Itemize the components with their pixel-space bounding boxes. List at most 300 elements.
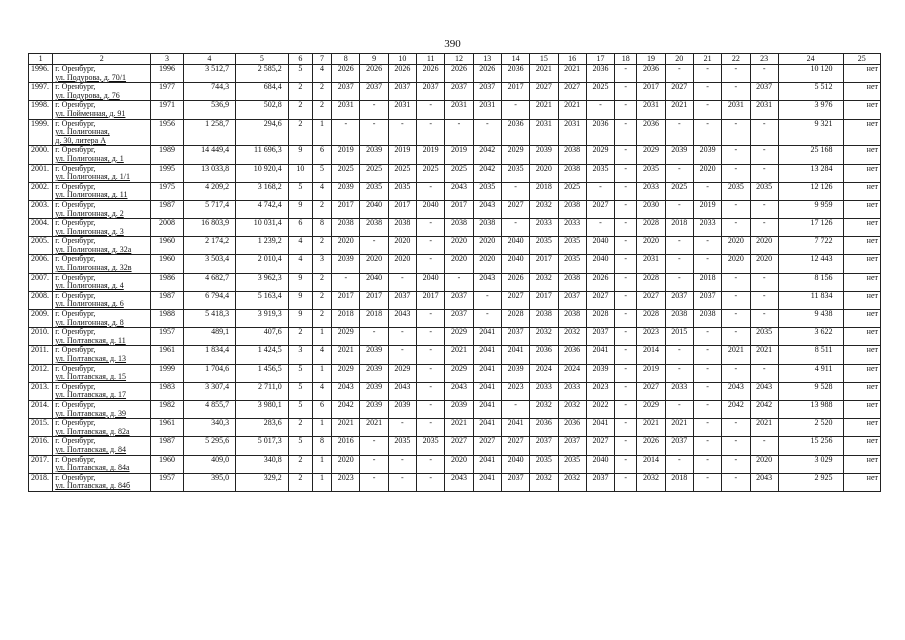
cell-col-20: - [665, 273, 693, 291]
address-line: г. Оренбург, [55, 164, 96, 173]
cell-col-10: 2037 [388, 291, 416, 309]
cell-col-17: 2041 [586, 419, 614, 437]
cell-col-10: - [388, 419, 416, 437]
row-number: 2017. [29, 455, 53, 473]
cell-col-20: - [665, 65, 693, 83]
cell-col-16: 2033 [558, 382, 586, 400]
table-row [29, 473, 881, 491]
cell-col-4: 3 512,7 [183, 65, 236, 83]
cell-col-13: 2041 [473, 346, 501, 364]
cell-col-23: - [750, 164, 778, 182]
cell-col-12: 2019 [445, 146, 473, 164]
cell-col-22: 2021 [722, 346, 750, 364]
cell-col-15: 2033 [530, 382, 558, 400]
cell-col-11: - [417, 364, 445, 382]
cell-col-4: 3 307,4 [183, 382, 236, 400]
cell-col-25: нет [843, 255, 881, 273]
cell-col-23: 2020 [750, 237, 778, 255]
cell-col-24: 2 520 [778, 419, 843, 437]
cell-col-15: 2032 [530, 273, 558, 291]
cell-col-9: 2039 [360, 400, 388, 418]
address-cell [53, 273, 151, 291]
cell-col-11: - [417, 101, 445, 119]
column-number-row [29, 54, 881, 65]
address-cell [53, 328, 151, 346]
cell-col-18: - [615, 219, 637, 237]
cell-col-12: 2020 [445, 455, 473, 473]
cell-col-19: 2020 [637, 237, 665, 255]
address-line: г. Оренбург, [55, 119, 96, 128]
cell-col-13: 2041 [473, 400, 501, 418]
cell-col-23: 2037 [750, 83, 778, 101]
cell-col-4: 395,0 [183, 473, 236, 491]
cell-col-3: 1987 [151, 291, 183, 309]
cell-col-9: 2020 [360, 255, 388, 273]
cell-col-7: 1 [312, 455, 331, 473]
cell-col-3: 1971 [151, 101, 183, 119]
table-row [29, 146, 881, 164]
cell-col-7: 1 [312, 119, 331, 146]
address-line: ул. Полигонная, д. 6 [55, 299, 124, 309]
cell-col-15: 2036 [530, 346, 558, 364]
cell-col-6: 2 [288, 419, 312, 437]
row-number: 2018. [29, 473, 53, 491]
table-row [29, 164, 881, 182]
cell-col-4: 4 682,7 [183, 273, 236, 291]
cell-col-8: 2029 [332, 328, 360, 346]
column-number: 18 [615, 54, 637, 65]
cell-col-10: 2035 [388, 437, 416, 455]
cell-col-7: 8 [312, 219, 331, 237]
cell-col-9: 2025 [360, 164, 388, 182]
cell-col-19: 2031 [637, 101, 665, 119]
cell-col-16: 2032 [558, 400, 586, 418]
cell-col-5: 340,8 [236, 455, 289, 473]
cell-col-24: 9 321 [778, 119, 843, 146]
cell-col-17: 2027 [586, 291, 614, 309]
cell-col-14: 2041 [501, 346, 529, 364]
cell-col-18: - [615, 237, 637, 255]
cell-col-5: 329,2 [236, 473, 289, 491]
cell-col-16: 2027 [558, 83, 586, 101]
address-line: ул. Полигонная, д. 32в [55, 263, 132, 273]
address-cell [53, 437, 151, 455]
cell-col-22: 2043 [722, 382, 750, 400]
cell-col-3: 1987 [151, 200, 183, 218]
cell-col-24: 10 120 [778, 65, 843, 83]
cell-col-3: 1960 [151, 237, 183, 255]
cell-col-21: 2033 [693, 219, 721, 237]
cell-col-5: 1 456,5 [236, 364, 289, 382]
cell-col-7: 2 [312, 200, 331, 218]
cell-col-10: - [388, 473, 416, 491]
column-number: 16 [558, 54, 586, 65]
cell-col-6: 5 [288, 437, 312, 455]
cell-col-15: 2017 [530, 255, 558, 273]
table-row [29, 291, 881, 309]
address-cell [53, 382, 151, 400]
cell-col-23: 2035 [750, 328, 778, 346]
column-number: 12 [445, 54, 473, 65]
address-line: г. Оренбург, [55, 418, 96, 428]
cell-col-9: 2039 [360, 146, 388, 164]
cell-col-16: 2038 [558, 200, 586, 218]
cell-col-6: 9 [288, 146, 312, 164]
cell-col-5: 4 742,4 [236, 200, 289, 218]
cell-col-8: - [332, 273, 360, 291]
cell-col-23: - [750, 146, 778, 164]
cell-col-22: - [722, 219, 750, 237]
cell-col-12: 2020 [445, 237, 473, 255]
cell-col-12: 2020 [445, 255, 473, 273]
cell-col-25: нет [843, 237, 881, 255]
cell-col-4: 536,9 [183, 101, 236, 119]
cell-col-11: - [417, 473, 445, 491]
table-row [29, 346, 881, 364]
cell-col-6: 3 [288, 346, 312, 364]
cell-col-14: 2027 [501, 291, 529, 309]
cell-col-4: 5 418,3 [183, 310, 236, 328]
table-row [29, 182, 881, 200]
cell-col-16: 2031 [558, 119, 586, 146]
cell-col-7: 3 [312, 255, 331, 273]
cell-col-5: 2 585,2 [236, 65, 289, 83]
table-row [29, 255, 881, 273]
address-line: ул. Полигонная, д. 11 [55, 190, 128, 200]
cell-col-4: 1 258,7 [183, 119, 236, 146]
address-cell [53, 101, 151, 119]
cell-col-14: 2040 [501, 455, 529, 473]
column-number: 24 [778, 54, 843, 65]
cell-col-20: 2021 [665, 419, 693, 437]
cell-col-4: 4 209,2 [183, 182, 236, 200]
table-row [29, 364, 881, 382]
column-number: 23 [750, 54, 778, 65]
cell-col-17: 2036 [586, 65, 614, 83]
cell-col-6: 2 [288, 473, 312, 491]
cell-col-25: нет [843, 346, 881, 364]
cell-col-24: 9 528 [778, 382, 843, 400]
cell-col-24: 25 168 [778, 146, 843, 164]
cell-col-9: - [360, 328, 388, 346]
address-line: ул. Полигонная, д. 3 [55, 226, 124, 236]
cell-col-22: - [722, 146, 750, 164]
cell-col-24: 13 988 [778, 400, 843, 418]
row-number: 2001. [29, 164, 53, 182]
cell-col-23: - [750, 364, 778, 382]
address-line: г. Оренбург, [55, 291, 96, 300]
cell-col-19: 2029 [637, 400, 665, 418]
cell-col-19: 2027 [637, 291, 665, 309]
table-row [29, 237, 881, 255]
cell-col-17: - [586, 182, 614, 200]
column-number: 7 [312, 54, 331, 65]
cell-col-11: - [417, 346, 445, 364]
register-table [28, 53, 881, 492]
cell-col-25: нет [843, 328, 881, 346]
cell-col-20: 2018 [665, 473, 693, 491]
cell-col-6: 10 [288, 164, 312, 182]
cell-col-13: 2031 [473, 101, 501, 119]
cell-col-12: 2029 [445, 364, 473, 382]
cell-col-13: 2043 [473, 200, 501, 218]
cell-col-17: 2041 [586, 346, 614, 364]
cell-col-6: 6 [288, 219, 312, 237]
column-number: 1 [29, 54, 53, 65]
cell-col-22: - [722, 473, 750, 491]
column-number: 13 [473, 54, 501, 65]
table-row [29, 273, 881, 291]
row-number: 2011. [29, 346, 53, 364]
cell-col-9: 2026 [360, 65, 388, 83]
cell-col-16: 2024 [558, 364, 586, 382]
cell-col-9: - [360, 473, 388, 491]
cell-col-18: - [615, 473, 637, 491]
cell-col-8: 2038 [332, 219, 360, 237]
cell-col-12: 2038 [445, 219, 473, 237]
cell-col-6: 9 [288, 200, 312, 218]
cell-col-11: 2037 [417, 83, 445, 101]
address-line: ул. Полигонная, д. 8 [55, 317, 124, 327]
cell-col-6: 5 [288, 65, 312, 83]
cell-col-12: 2029 [445, 328, 473, 346]
cell-col-18: - [615, 328, 637, 346]
column-number: 20 [665, 54, 693, 65]
column-number: 9 [360, 54, 388, 65]
cell-col-18: - [615, 346, 637, 364]
cell-col-9: 2021 [360, 419, 388, 437]
cell-col-4: 13 033,8 [183, 164, 236, 182]
cell-col-6: 2 [288, 119, 312, 146]
column-number: 3 [151, 54, 183, 65]
cell-col-4: 489,1 [183, 328, 236, 346]
table-row [29, 400, 881, 418]
address-line: г. Оренбург, [55, 236, 96, 246]
cell-col-5: 3 980,1 [236, 400, 289, 418]
cell-col-4: 5 717,4 [183, 200, 236, 218]
cell-col-3: 1987 [151, 437, 183, 455]
cell-col-25: нет [843, 182, 881, 200]
cell-col-5: 1 424,5 [236, 346, 289, 364]
cell-col-11: 2035 [417, 437, 445, 455]
cell-col-10: 2026 [388, 65, 416, 83]
cell-col-7: 4 [312, 346, 331, 364]
cell-col-7: 4 [312, 382, 331, 400]
cell-col-12: 2027 [445, 437, 473, 455]
cell-col-19: 2028 [637, 219, 665, 237]
cell-col-14: 2040 [501, 237, 529, 255]
table-row [29, 328, 881, 346]
column-number: 8 [332, 54, 360, 65]
address-line: г. Оренбург, [55, 182, 96, 191]
cell-col-24: 12 443 [778, 255, 843, 273]
address-cell [53, 419, 151, 437]
cell-col-17: 2040 [586, 255, 614, 273]
cell-col-12: 2037 [445, 83, 473, 101]
cell-col-4: 5 295,6 [183, 437, 236, 455]
address-line: д. 30, литера А [55, 135, 106, 145]
cell-col-7: 1 [312, 364, 331, 382]
table-row [29, 219, 881, 237]
cell-col-15: 2033 [530, 219, 558, 237]
cell-col-5: 11 696,3 [236, 146, 289, 164]
cell-col-6: 9 [288, 291, 312, 309]
cell-col-23: - [750, 65, 778, 83]
address-cell [53, 200, 151, 218]
cell-col-14: 2037 [501, 473, 529, 491]
cell-col-20: 2037 [665, 437, 693, 455]
cell-col-14: - [501, 182, 529, 200]
cell-col-9: 2035 [360, 182, 388, 200]
cell-col-20: 2027 [665, 83, 693, 101]
cell-col-25: нет [843, 455, 881, 473]
row-number: 1997. [29, 83, 53, 101]
cell-col-13: 2041 [473, 419, 501, 437]
cell-col-20: - [665, 255, 693, 273]
cell-col-22: - [722, 164, 750, 182]
address-line: ул. Полтавская, д. 84а [55, 463, 130, 473]
cell-col-7: 4 [312, 65, 331, 83]
cell-col-23: 2043 [750, 473, 778, 491]
cell-col-14: 2027 [501, 437, 529, 455]
cell-col-5: 10 920,4 [236, 164, 289, 182]
cell-col-13: 2020 [473, 255, 501, 273]
address-line: ул. Полтавская, д. 11 [55, 335, 126, 345]
address-line: ул. Полигонная, [55, 127, 110, 137]
cell-col-16: 2038 [558, 273, 586, 291]
cell-col-9: - [360, 237, 388, 255]
cell-col-10: - [388, 455, 416, 473]
cell-col-19: 2021 [637, 419, 665, 437]
cell-col-13: - [473, 310, 501, 328]
cell-col-15: 2024 [530, 364, 558, 382]
cell-col-10: 2035 [388, 182, 416, 200]
row-number: 1999. [29, 119, 53, 146]
cell-col-6: 9 [288, 310, 312, 328]
cell-col-10: 2020 [388, 237, 416, 255]
cell-col-24: 2 925 [778, 473, 843, 491]
cell-col-21: - [693, 119, 721, 146]
cell-col-17: 2035 [586, 164, 614, 182]
cell-col-20: - [665, 364, 693, 382]
cell-col-8: 2039 [332, 255, 360, 273]
cell-col-19: 2028 [637, 273, 665, 291]
row-number: 2014. [29, 400, 53, 418]
cell-col-13: 2043 [473, 273, 501, 291]
cell-col-15: 2017 [530, 291, 558, 309]
cell-col-14: - [501, 219, 529, 237]
cell-col-5: 3 919,3 [236, 310, 289, 328]
address-cell [53, 237, 151, 255]
column-number: 10 [388, 54, 416, 65]
cell-col-17: 2027 [586, 437, 614, 455]
cell-col-16: 2035 [558, 237, 586, 255]
cell-col-23: 2035 [750, 182, 778, 200]
cell-col-24: 3 029 [778, 455, 843, 473]
page-number: 390 [444, 38, 461, 50]
cell-col-24: 12 126 [778, 182, 843, 200]
cell-col-8: 2026 [332, 65, 360, 83]
cell-col-9: 2017 [360, 291, 388, 309]
row-number: 2000. [29, 146, 53, 164]
row-number: 2002. [29, 182, 53, 200]
cell-col-5: 3 168,2 [236, 182, 289, 200]
cell-col-13: - [473, 291, 501, 309]
cell-col-6: 2 [288, 83, 312, 101]
cell-col-8: 2017 [332, 291, 360, 309]
cell-col-14: 2041 [501, 419, 529, 437]
cell-col-20: 2015 [665, 328, 693, 346]
cell-col-19: 2023 [637, 328, 665, 346]
cell-col-16: 2037 [558, 437, 586, 455]
address-cell [53, 291, 151, 309]
cell-col-3: 1957 [151, 328, 183, 346]
table-row [29, 437, 881, 455]
address-line: г. Оренбург, [55, 64, 96, 73]
cell-col-22: - [722, 83, 750, 101]
cell-col-18: - [615, 291, 637, 309]
cell-col-6: 9 [288, 273, 312, 291]
cell-col-10: 2037 [388, 83, 416, 101]
table-row [29, 101, 881, 119]
cell-col-11: - [417, 328, 445, 346]
row-number: 2004. [29, 219, 53, 237]
row-number: 2003. [29, 200, 53, 218]
cell-col-14: - [501, 101, 529, 119]
row-number: 2012. [29, 364, 53, 382]
cell-col-18: - [615, 310, 637, 328]
cell-col-20: - [665, 200, 693, 218]
cell-col-15: 2038 [530, 310, 558, 328]
address-line: г. Оренбург, [55, 473, 96, 482]
address-line: г. Оренбург, [55, 145, 96, 155]
cell-col-8: 2019 [332, 146, 360, 164]
cell-col-25: нет [843, 291, 881, 309]
cell-col-5: 407,6 [236, 328, 289, 346]
cell-col-3: 1988 [151, 310, 183, 328]
cell-col-10: - [388, 346, 416, 364]
cell-col-21: 2019 [693, 200, 721, 218]
cell-col-16: 2035 [558, 455, 586, 473]
cell-col-19: 2036 [637, 65, 665, 83]
cell-col-19: 2032 [637, 473, 665, 491]
cell-col-17: 2026 [586, 273, 614, 291]
cell-col-13: 2026 [473, 65, 501, 83]
row-number: 2009. [29, 310, 53, 328]
cell-col-9: 2039 [360, 364, 388, 382]
address-cell [53, 400, 151, 418]
cell-col-5: 5 163,4 [236, 291, 289, 309]
cell-col-11: 2025 [417, 164, 445, 182]
cell-col-14: 2040 [501, 255, 529, 273]
cell-col-25: нет [843, 382, 881, 400]
cell-col-20: 2021 [665, 101, 693, 119]
cell-col-18: - [615, 255, 637, 273]
cell-col-24: 7 722 [778, 237, 843, 255]
cell-col-21: - [693, 328, 721, 346]
cell-col-7: 2 [312, 273, 331, 291]
cell-col-19: 2014 [637, 455, 665, 473]
cell-col-19: 2019 [637, 364, 665, 382]
cell-col-22: - [722, 437, 750, 455]
cell-col-9: 2040 [360, 273, 388, 291]
cell-col-20: - [665, 119, 693, 146]
cell-col-13: 2041 [473, 473, 501, 491]
cell-col-21: - [693, 455, 721, 473]
cell-col-20: 2025 [665, 182, 693, 200]
cell-col-17: 2023 [586, 382, 614, 400]
cell-col-22: - [722, 119, 750, 146]
